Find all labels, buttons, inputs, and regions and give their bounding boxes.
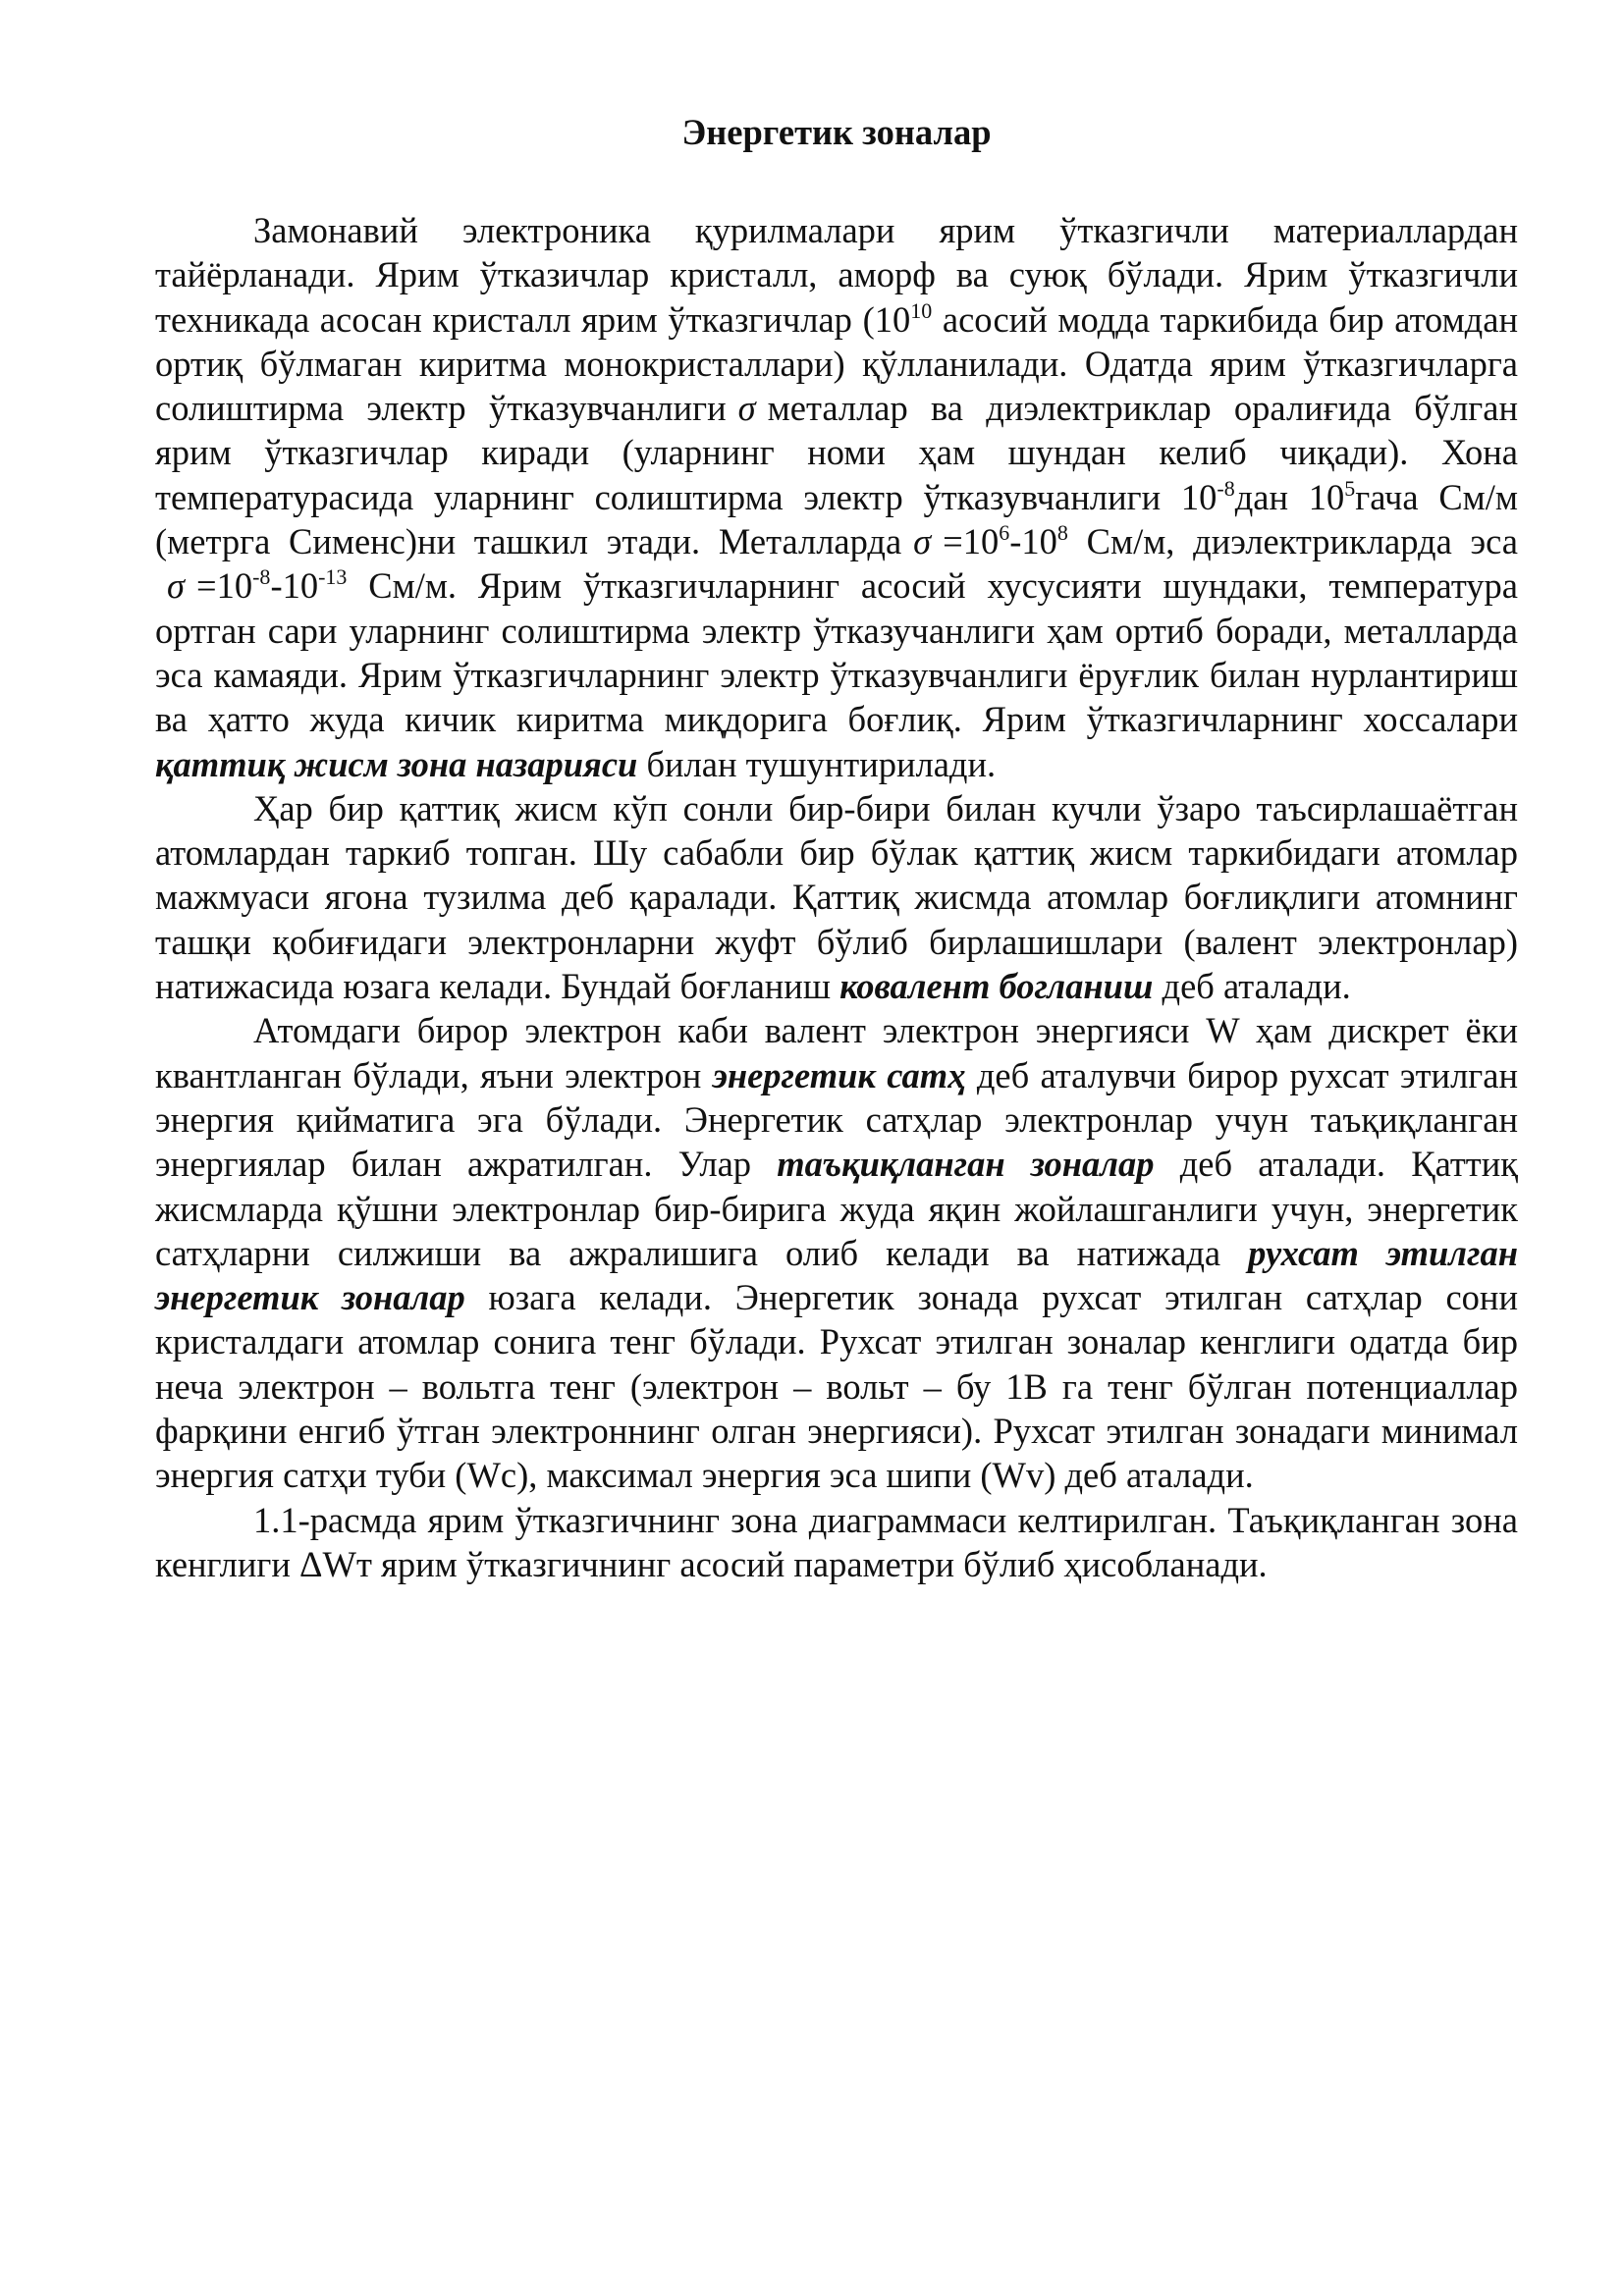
- emphasis-term: ковалент богланиш: [839, 966, 1154, 1007]
- text-run: асосий модда таркибида бир атомдан ортиқ бўлмаган киритма монокристаллари) қўлланилади. Одатда ярим ўтказгичларга солиштирма электр ўтказувчанлиги: [155, 298, 1518, 429]
- text-run: 1.1-расмда ярим ўтказгичнинг зона диаграммаси келтирилган. Таъқиқланган зона кенглиги ΔWт ярим ўтказгичнинг асосий параметри бўлиб ҳисобланади.: [155, 1499, 1518, 1584]
- paragraph-1: [155, 208, 1518, 786]
- text-run: дан 10: [1234, 476, 1345, 517]
- paragraph-4: [155, 1498, 1518, 1587]
- document-page: [155, 110, 1518, 1586]
- paragraph-2: [155, 786, 1518, 1008]
- text-run: Замонавий электроника қурилмалари ярим ўтказгичли материаллардан тайёрланади. Ярим ўтказичлар кристалл, аморф ва суюқ бўлади. Ярим ўтказгичли техникада асосан кристалл ярим ўтказгичлар (10: [155, 210, 1518, 340]
- emphasis-term: қаттиқ жисм зона назарияси: [155, 743, 638, 784]
- superscript: 8: [1056, 520, 1068, 546]
- text-run: металлар ва диэлектриклар оралиғида бўлган ярим ўтказгичлар киради (уларнинг номи ҳам шундан келиб чиқади). Хона температурасида уларнинг солиштирма электр ўтказувчанлиги 10: [155, 388, 1519, 517]
- text-run: деб аталади.: [1153, 966, 1351, 1007]
- emphasis-term: таъқиқланган зоналар: [777, 1144, 1155, 1185]
- paragraph-3: [155, 1008, 1518, 1497]
- text-run: =10: [196, 565, 253, 607]
- text-run: =10: [943, 521, 1000, 562]
- text-run: деб аталувчи бирор рухсат этилган энергия қийматига эга бўлади. Энергетик сатҳлар электронлар учун таъқиқланган энергиялар билан ажратилган. Улар: [155, 1054, 1518, 1185]
- superscript: -8: [1217, 475, 1235, 501]
- text-run: деб аталади. Қаттиқ жисмларда қўшни электронлар бир-бирига жуда яқин жойлашганлиги учун, энергетик сатҳларни силжиши ва ажралишига олиб келади ва натижада: [155, 1144, 1518, 1273]
- superscript: -13: [318, 564, 348, 590]
- text-run: См/м. Ярим ўтказгичларнинг асосий хусусияти шундаки, температура ортган сари уларнинг солиштирма электр ўтказучанлиги ҳам ортиб боради, металларда эса камаяди. Ярим ўтказгичларнинг электр ўтказувчанлиги ёруғлик билан нурлантириш ва ҳатто жуда кичик киритма миқдорига боғлиқ. Ярим ўтказгичларнинг хоссалари: [155, 565, 1518, 740]
- emphasis-term: энергетик сатҳ: [712, 1054, 966, 1095]
- emphasis-term: рухсат этилган энергетик зоналар: [155, 1232, 1519, 1318]
- text-run: гача См/м (метрга Сименс)ни ташкил этади. Металларда: [155, 476, 1519, 562]
- text-run: юзага келади. Энергетик зонада рухсат этилган сатҳлар сони кристалдаги атомлар сонига тенг бўлади. Рухсат этилган зоналар кенглиги одатда бир неча электрон – вольтга тенг (электрон – вольт – бу 1В га тенг бўлган потенциаллар фарқини енгиб ўтган электроннинг олган энергияси). Рухсат этилган зонадаги минимал энергия сатҳи туби (Wc), максимал энергия эса шипи (Wv) деб аталади.: [155, 1277, 1518, 1496]
- text-run: Ҳар бир қаттиқ жисм кўп сонли бир-бири билан кучли ўзаро таъсирлашаётган атомлардан таркиб топган. Шу сабабли бир бўлак қаттиқ жисм таркибидаги атомлар мажмуаси ягона тузилма деб қаралади. Қаттиқ жисмда атомлар боғлиқлиги атомнинг ташқи қобиғидаги электронларни жуфт бўлиб бирлашишлари (валент электронлар) натижасида юзага келади. Бундай боғланиш: [155, 787, 1518, 1007]
- superscript: -8: [252, 564, 271, 590]
- text-run: -10: [1009, 521, 1057, 562]
- sigma-symbol: σ: [167, 565, 186, 607]
- superscript: 6: [999, 520, 1010, 546]
- sigma-symbol: σ: [737, 388, 756, 429]
- text-run: См/м, диэлектрикларда эса: [1067, 521, 1518, 562]
- superscript: 10: [910, 297, 933, 323]
- sigma-symbol: σ: [913, 521, 932, 562]
- superscript: 5: [1344, 475, 1356, 501]
- document-title: Энергетик зоналар: [681, 112, 992, 152]
- text-run: -10: [270, 565, 319, 607]
- text-run: Атомдаги бирор электрон каби валент электрон энергияси W ҳам дискрет ёки квантланган бўлади, яъни электрон: [155, 1010, 1518, 1095]
- text-run: билан тушунтирилади.: [637, 743, 997, 784]
